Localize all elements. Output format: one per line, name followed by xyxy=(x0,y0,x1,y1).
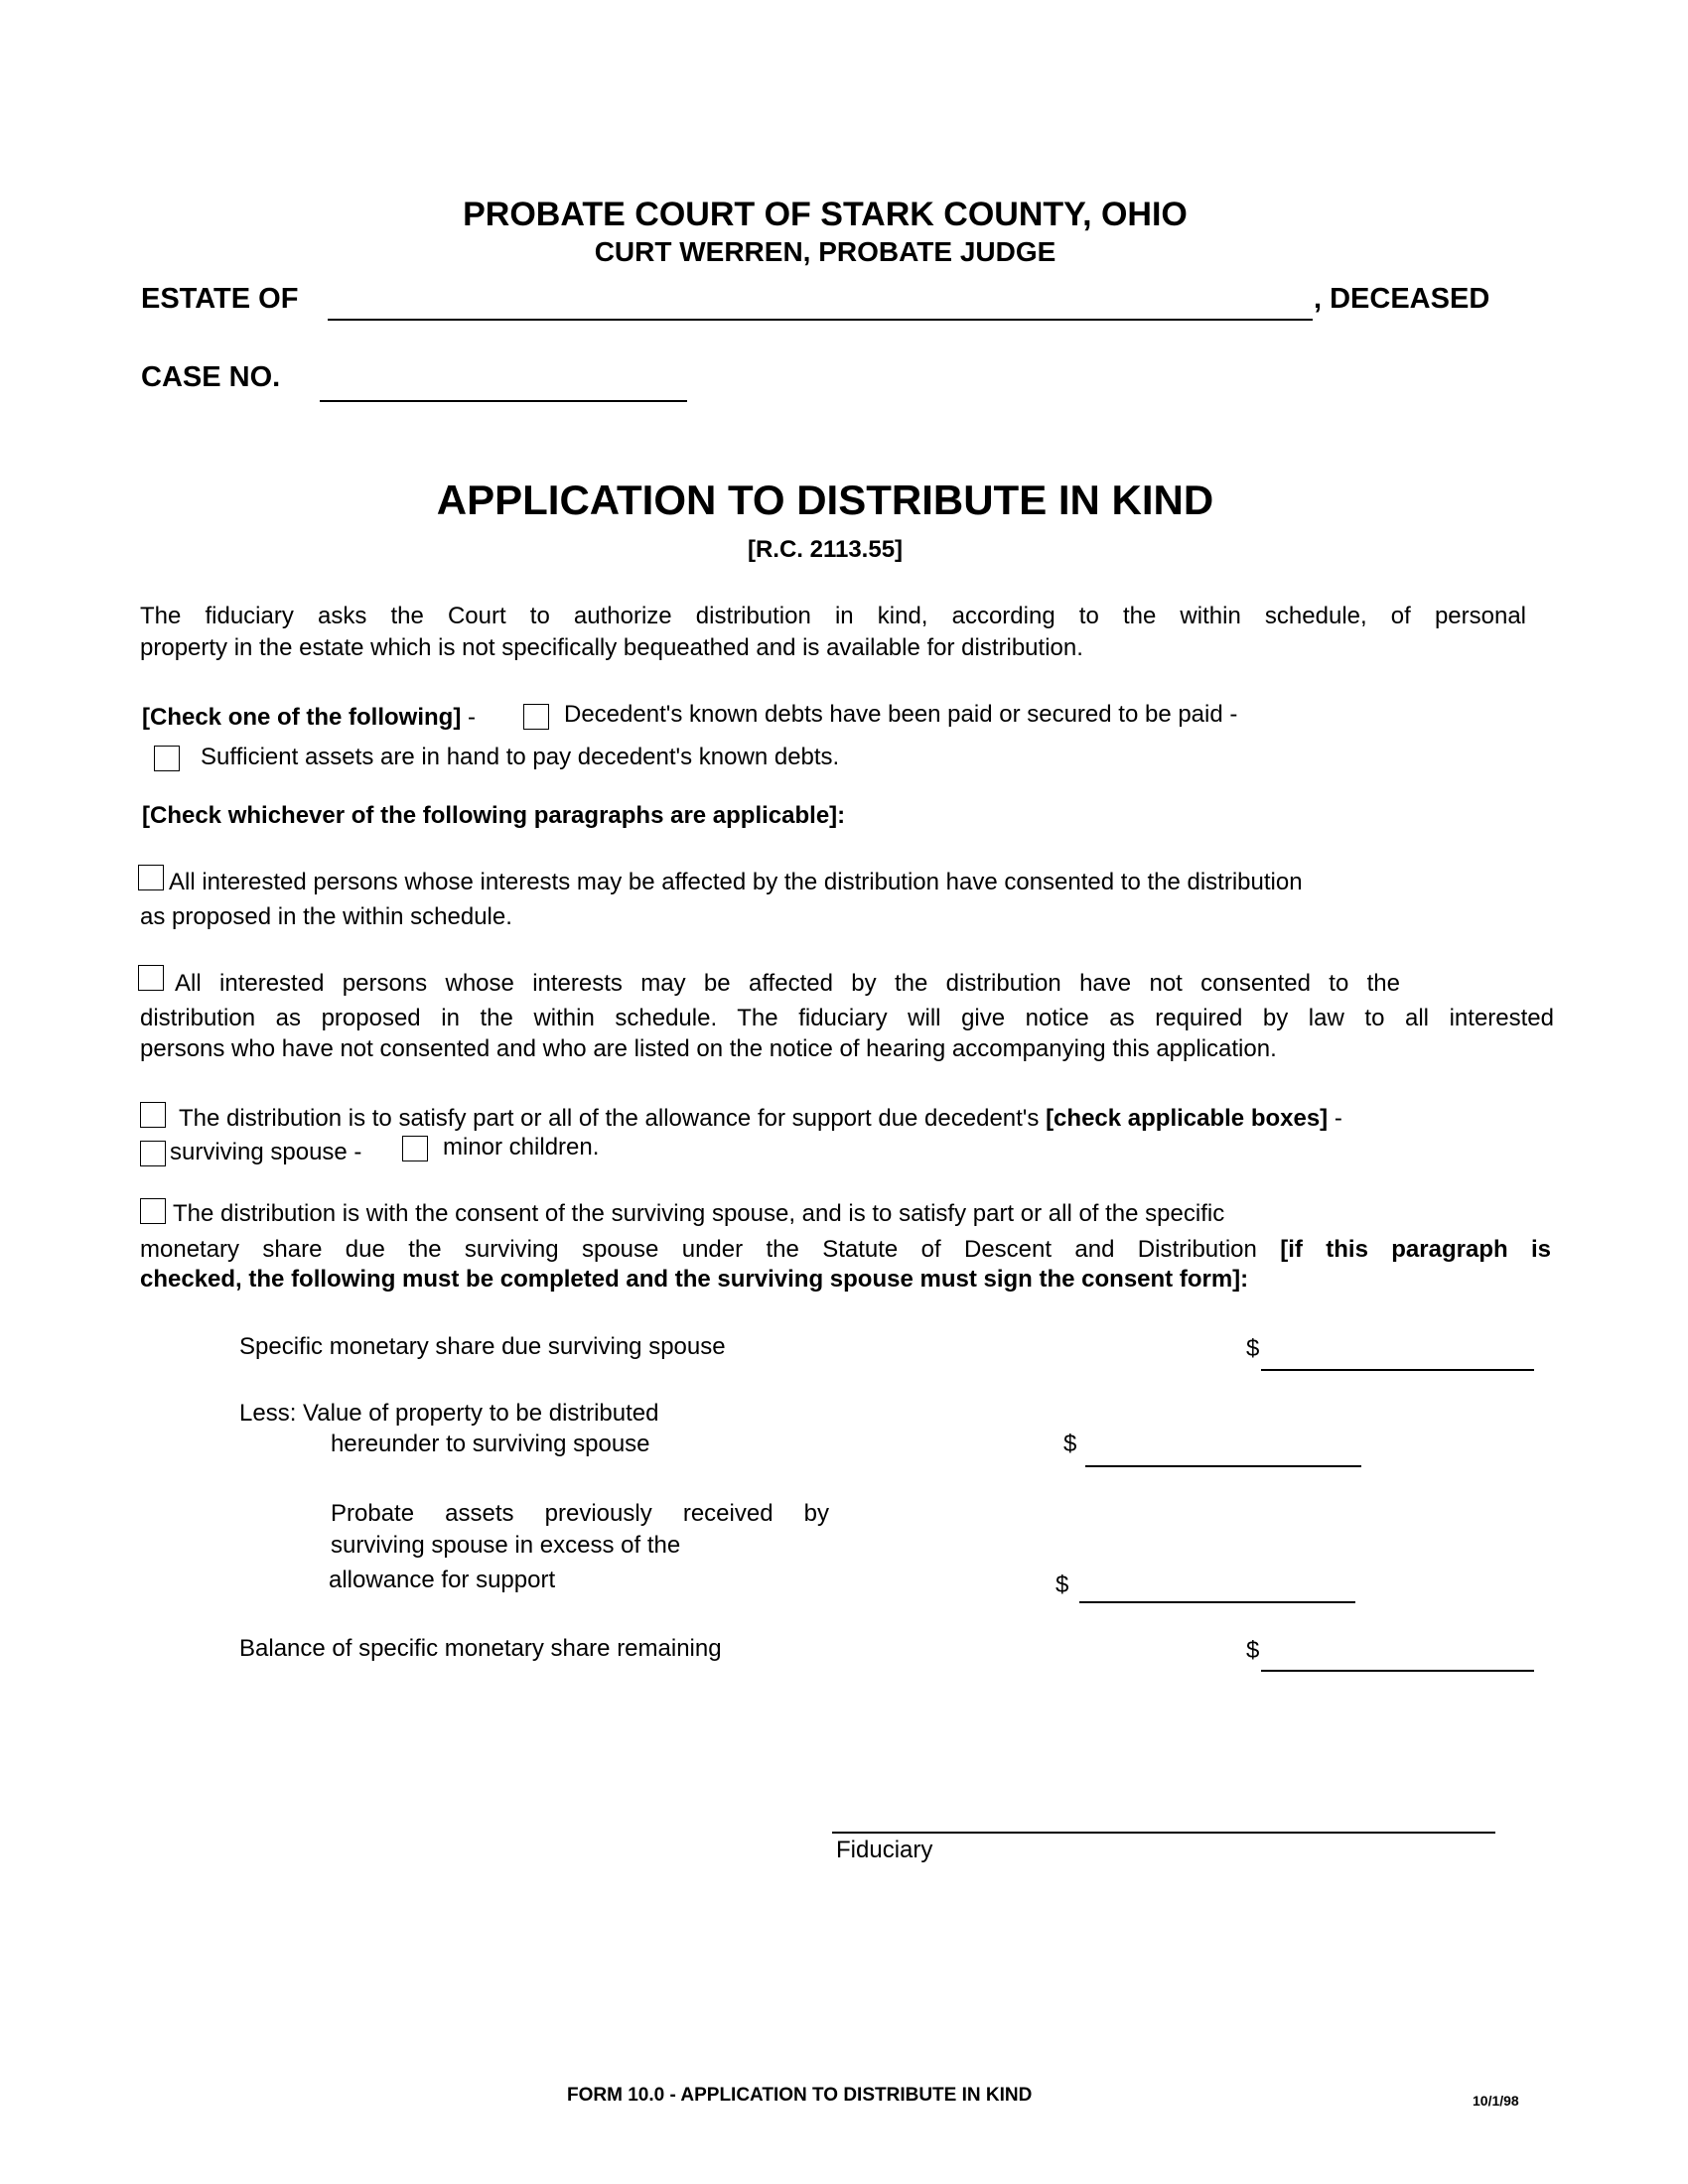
spouse-consent-line-2-bold: [if this paragraph is xyxy=(1280,1236,1552,1263)
judge-name: CURT WERREN, PROBATE JUDGE xyxy=(594,236,1056,267)
check-one-instruction xyxy=(142,704,476,732)
estate-name-field[interactable] xyxy=(328,287,1313,321)
sufficient-assets-label: Sufficient assets are in hand to pay decedent's known debts. xyxy=(201,744,840,770)
balance-currency: $ xyxy=(1246,1637,1260,1664)
probate-assets-field[interactable] xyxy=(1079,1573,1355,1603)
balance-field[interactable] xyxy=(1261,1642,1534,1672)
case-number-field[interactable] xyxy=(320,365,687,402)
less-value-line-2: hereunder to surviving spouse xyxy=(331,1431,650,1457)
fiduciary-label: Fiduciary xyxy=(836,1837,933,1863)
specific-share-field[interactable] xyxy=(1261,1341,1534,1371)
fiduciary-signature-line[interactable] xyxy=(832,1832,1495,1834)
probate-assets-line-2: surviving spouse in excess of the xyxy=(331,1532,681,1559)
allowance-support-label: The distribution is to satisfy part or all of the allowance for support due decedent's xyxy=(179,1105,1040,1132)
surviving-spouse-checkbox[interactable] xyxy=(140,1141,166,1166)
allowance-support-bold: [check applicable boxes] xyxy=(1046,1105,1329,1132)
court-name: PROBATE COURT OF STARK COUNTY, OHIO xyxy=(463,196,1188,233)
not-consented-line-3: persons who have not consented and who are listed on the notice of hearing accompanying this application. xyxy=(140,1035,1277,1062)
spouse-consent-checkbox[interactable] xyxy=(140,1198,166,1224)
not-consented-line-1: All interested persons whose interests may be affected by the distribution have not consented to the xyxy=(175,970,1400,997)
allowance-support-dash: - xyxy=(1334,1105,1342,1132)
specific-share-currency: $ xyxy=(1246,1335,1260,1362)
all-consented-line-1: All interested persons whose interests may be affected by the distribution have consented to the distribution xyxy=(169,869,1303,895)
intro-line-2: property in the estate which is not specifically bequeathed and is available for distribution. xyxy=(140,634,1083,661)
check-one-label: [Check one of the following] xyxy=(142,704,462,731)
sufficient-assets-checkbox[interactable] xyxy=(154,746,180,771)
less-value-currency: $ xyxy=(1063,1431,1077,1457)
spouse-consent-line-3: checked, the following must be completed and the surviving spouse must sign the consent form]: xyxy=(140,1266,1249,1293)
form-title: APPLICATION TO DISTRIBUTE IN KIND xyxy=(436,477,1214,523)
allowance-support-checkbox[interactable] xyxy=(140,1102,166,1128)
probate-assets-line-1: Probate assets previously received by xyxy=(331,1500,829,1527)
statute-reference: [R.C. 2113.55] xyxy=(747,536,904,563)
form-date: 10/1/98 xyxy=(1473,2093,1519,2109)
specific-share-label: Specific monetary share due surviving spouse xyxy=(239,1333,726,1360)
less-value-field[interactable] xyxy=(1085,1437,1361,1467)
surviving-spouse-label: surviving spouse - xyxy=(170,1139,362,1165)
balance-label: Balance of specific monetary share remaining xyxy=(239,1635,722,1662)
estate-label: ESTATE OF xyxy=(141,283,299,315)
not-consented-line-2: distribution as proposed in the within schedule. The fiduciary will give notice as required by law to all interested xyxy=(140,1005,1554,1031)
spouse-consent-line-1: The distribution is with the consent of the surviving spouse, and is to satisfy part or all of the specific xyxy=(173,1200,1225,1227)
not-consented-checkbox[interactable] xyxy=(138,965,164,991)
minor-children-label: minor children. xyxy=(443,1134,600,1160)
check-whichever-instruction: [Check whichever of the following paragraphs are applicable]: xyxy=(142,802,846,829)
probate-assets-currency: $ xyxy=(1055,1571,1069,1598)
spouse-consent-line-2 xyxy=(140,1234,1551,1266)
probate-assets-line-3: allowance for support xyxy=(329,1567,556,1593)
check-one-dash: - xyxy=(468,704,476,731)
deceased-label: , DECEASED xyxy=(1314,283,1490,315)
debts-paid-checkbox[interactable] xyxy=(523,704,549,730)
debts-paid-label: Decedent's known debts have been paid or secured to be paid - xyxy=(564,701,1238,728)
all-consented-line-2: as proposed in the within schedule. xyxy=(140,903,512,930)
all-consented-checkbox[interactable] xyxy=(138,865,164,890)
case-number-label: CASE NO. xyxy=(141,361,281,393)
minor-children-checkbox[interactable] xyxy=(402,1136,428,1161)
spouse-consent-line-2-text: monetary share due the surviving spouse under the Statute of Descent and Distribution xyxy=(140,1236,1257,1263)
allowance-support-text xyxy=(179,1105,1342,1133)
intro-line-1: The fiduciary asks the Court to authorize distribution in kind, according to the within schedule, of personal xyxy=(140,603,1526,629)
form-footer: FORM 10.0 - APPLICATION TO DISTRIBUTE IN KIND xyxy=(567,2085,1033,2106)
less-value-line-1: Less: Value of property to be distributed xyxy=(239,1400,659,1427)
